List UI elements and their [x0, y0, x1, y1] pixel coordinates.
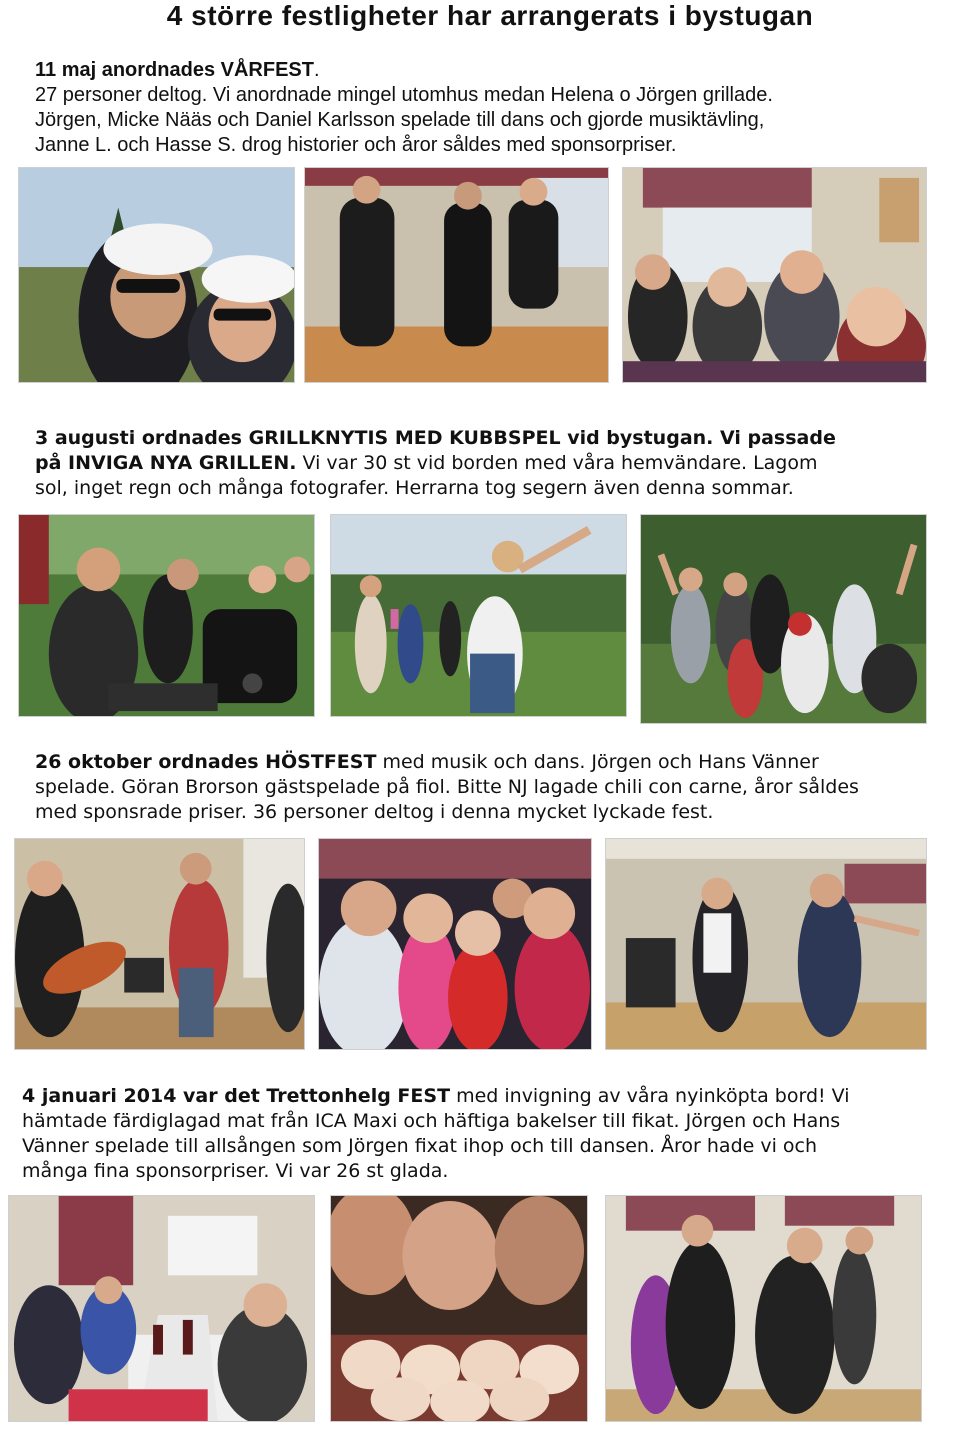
section-trettonhelg — [22, 1084, 952, 1184]
page-title: 4 större festligheter har arrangerats i bystugan — [166, 0, 814, 31]
photo-dinner-tables — [8, 1195, 315, 1422]
section-line: 27 personer deltog. Vi anordnade mingel utomhus medan Helena o Jörgen grillade. — [35, 84, 773, 106]
photo-band-playing — [14, 838, 305, 1050]
section-line: 3 augusti ordnades GRILLKNYTIS MED KUBBSPEL vid bystugan. Vi passade — [35, 427, 836, 449]
photo-group-faces — [318, 838, 592, 1050]
photo-table-laughing — [622, 167, 927, 383]
section-line: sol, inget regn och många fotografer. Herrarna tog segern även denna sommar. — [35, 477, 794, 499]
section-line: Vänner spelade till allsången som Jörgen fixat ihop och till dansen. Åror hade vi och — [22, 1135, 818, 1157]
section-heading: 11 maj anordnades VÅRFEST. — [35, 59, 320, 81]
section-line: många fina sponsorpriser. Vi var 26 st glada. — [22, 1160, 449, 1182]
section-line: hämtade färdiglagad mat från ICA Maxi och häftiga bakelser till fikat. Jörgen och Hans — [22, 1110, 841, 1132]
photo-grill — [18, 514, 315, 717]
section-grillknytis — [35, 426, 945, 501]
section-hostfest — [35, 750, 960, 825]
section-line: på INVIGA NYA GRILLEN. Vi var 30 st vid borden med våra hemvändare. Lagom — [35, 452, 818, 474]
photo-winners-cheering — [640, 514, 927, 724]
section-line: Janne L. och Hasse S. drog historier och åror såldes med sponsorpriser. — [35, 134, 677, 156]
photo-pastries — [330, 1195, 588, 1422]
photo-couples-dancing — [605, 1195, 922, 1422]
section-varfest — [35, 58, 945, 158]
photo-dancing-hall — [605, 838, 927, 1050]
section-line: med sponsrade priser. 36 personer deltog i denna mycket lyckade fest. — [35, 801, 714, 823]
section-line: Jörgen, Micke Nääs och Daniel Karlsson spelade till dans och gjorde musiktävling, — [35, 109, 765, 131]
photo-chefs-hats — [18, 167, 295, 383]
photo-kubb-throw — [330, 514, 627, 717]
section-line: spelade. Göran Brorson gästspelade på fiol. Bitte NJ lagade chili con carne, åror såldes — [35, 776, 859, 798]
section-line: 26 oktober ordnades HÖSTFEST med musik och dans. Jörgen och Hans Vänner — [35, 751, 819, 773]
section-line: 4 januari 2014 var det Trettonhelg FEST med invigning av våra nyinköpta bord! Vi — [22, 1085, 850, 1107]
photo-dancers-kitchen — [304, 167, 609, 383]
